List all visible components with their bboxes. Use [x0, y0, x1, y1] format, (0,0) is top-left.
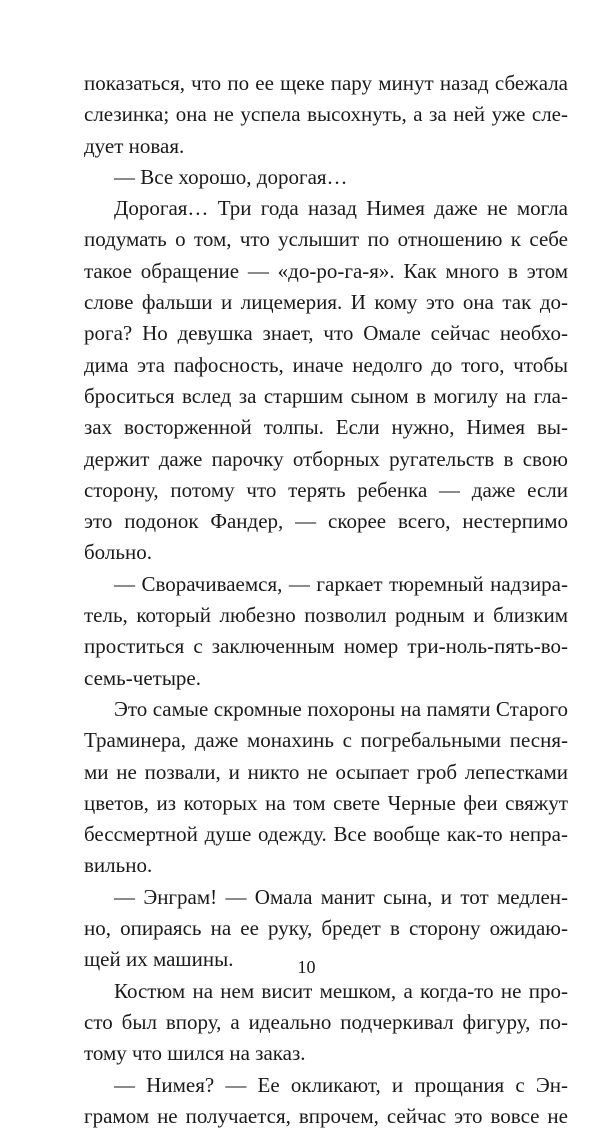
text-line: броситься вслед за старшим сыном в могилу на гла- [84, 381, 568, 412]
paragraph [84, 569, 568, 694]
text-line: Костюм на нем висит мешком, а когда-то не про- [84, 976, 568, 1007]
text-line: держит даже парочку отборных ругательств в свою [84, 444, 568, 475]
text-line: семь-четыре. [84, 663, 568, 694]
text-line: цветов, из которых на том свете Черные феи свяжут [84, 788, 568, 819]
text-line: такое обращение — «до-ро-га-я». Как много в этом [84, 256, 568, 287]
text-line: дима эта пафосность, иначе недолго до того, чтобы [84, 350, 568, 381]
text-line: — Все хорошо, дорогая… [84, 162, 568, 193]
text-line: — Сворачиваемся, — гаркает тюремный надзира- [84, 569, 568, 600]
text-line: показаться, что по ее щеке пару минут назад сбежала [84, 68, 568, 99]
text-line: грамом не получается, впрочем, сейчас это вовсе не [84, 1101, 568, 1132]
text-line: Траминера, даже монахинь с погребальными песня- [84, 725, 568, 756]
paragraph [84, 694, 568, 882]
text-line: тому что шился на заказ. [84, 1038, 568, 1069]
text-line: Это самые скромные похороны на памяти Старого [84, 694, 568, 725]
paragraph [84, 162, 568, 193]
text-line: но, опираясь на ее руку, бредет в сторону ожидаю- [84, 913, 568, 944]
paragraph [84, 1070, 568, 1132]
text-line: слове фальши и лицемерия. И кому это она так до- [84, 287, 568, 318]
paragraph [84, 68, 568, 162]
text-line: бессмертной душе одежду. Все вообще как-то непра- [84, 819, 568, 850]
text-line: — Нимея? — Ее окликают, и прощания с Эн- [84, 1070, 568, 1101]
text-line: рога? Но девушка знает, что Омале сейчас необхо- [84, 318, 568, 349]
text-line: сто был впору, а идеально подчеркивал фигуру, по- [84, 1007, 568, 1038]
text-line: проститься с заключенным номер три-ноль-пять-во- [84, 631, 568, 662]
text-line: подумать о том, что услышит по отношению к себе [84, 224, 568, 255]
text-line: это подонок Фандер, — скорее всего, нестерпимо [84, 506, 568, 537]
text-line: зах восторженной толпы. Если нужно, Нимея вы- [84, 412, 568, 443]
text-line: Дорогая… Три года назад Нимея даже не могла [84, 193, 568, 224]
paragraph [84, 193, 568, 569]
text-line: щей их машины. [84, 944, 568, 975]
text-line: ми не позвали, и никто не осыпает гроб лепестками [84, 757, 568, 788]
text-line: слезинка; она не успела высохнуть, а за ней уже сле- [84, 99, 568, 130]
text-line: сторону, потому что терять ребенка — даже если [84, 475, 568, 506]
page-number: 10 [0, 956, 613, 978]
text-line: дует новая. [84, 131, 568, 162]
text-line: тель, который любезно позволил родным и близким [84, 600, 568, 631]
text-line: больно. [84, 537, 568, 568]
text-line: вильно. [84, 850, 568, 881]
paragraph [84, 976, 568, 1070]
text-line: — Энграм! — Омала манит сына, и тот медлен- [84, 882, 568, 913]
